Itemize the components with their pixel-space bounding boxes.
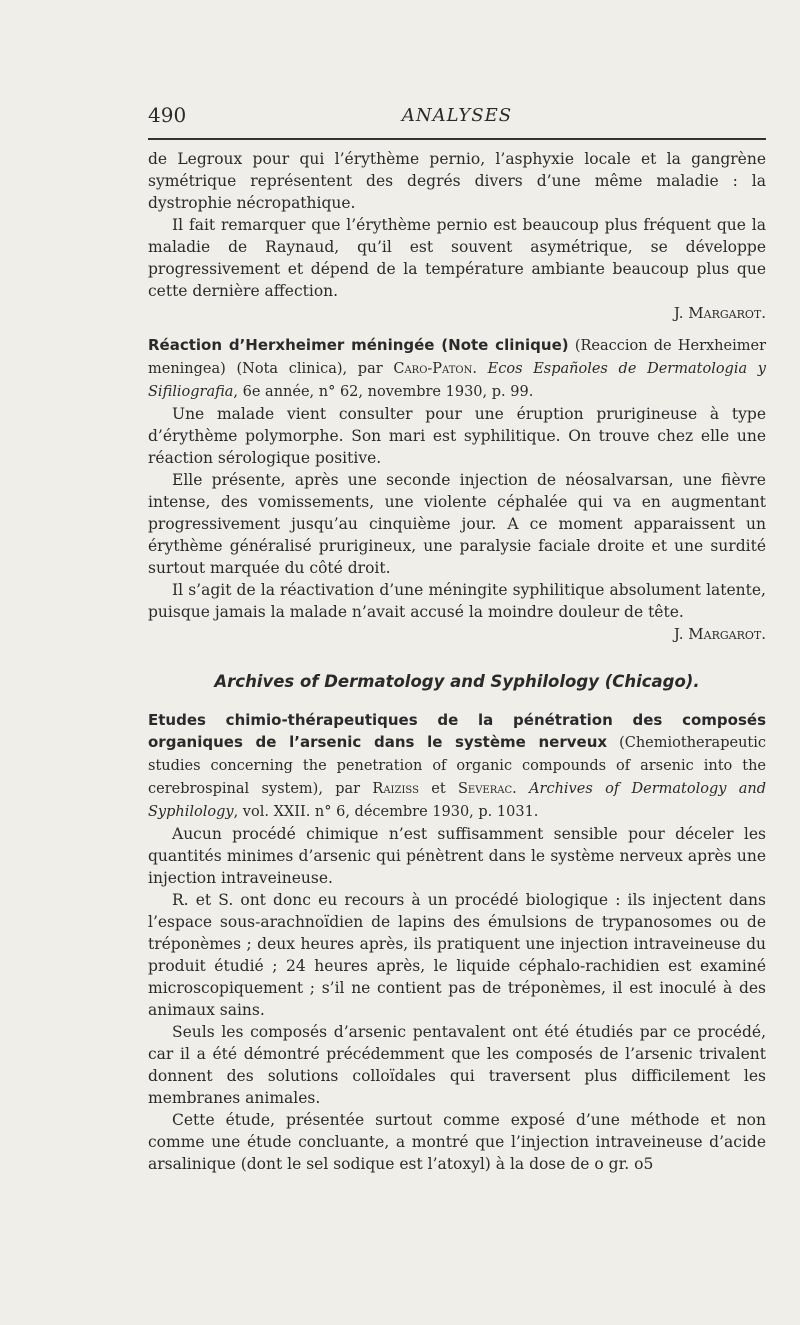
entry-meta: .	[472, 361, 488, 377]
entry-heading-herxheimer	[148, 334, 766, 403]
entry-meta: , vol. XXII. n° 6, décembre 1930, p. 1031.	[233, 804, 539, 820]
page-body	[148, 148, 766, 1175]
author-name: Severac	[457, 781, 513, 797]
author-name: Caro-Paton	[393, 361, 473, 377]
header-rule	[148, 138, 766, 140]
journal-name: Archives of Dermatology and Syphilology	[148, 781, 766, 820]
entry-meta: (Chemiotherapeutic studies concerning the penetration of organic compounds of arsenic into the cerebrospinal system), par	[148, 735, 766, 797]
paragraph: Cette étude, présentée surtout comme exposé d’une méthode et non comme une étude concluante, a montré que l’injection intraveineuse d’acide arsalinique (dont le sel sodique est l’atoxyl) à la dose de o gr. o5	[148, 1111, 766, 1173]
entry-meta: et	[418, 781, 458, 797]
page-number: 490	[148, 103, 187, 127]
entry-meta: , 6e année, n° 62, novembre 1930, p. 99.	[233, 384, 534, 400]
entry-title: Etudes chimio-thérapeutiques de la pénétration des composés organiques de l’arsenic dans le système nerveux	[148, 711, 766, 751]
running-title: ANALYSES	[401, 105, 513, 126]
paragraph: Il fait remarquer que l’érythème pernio est beaucoup plus fréquent que la maladie de Raynaud, qu’il est souvent asymétrique, se développe progressivement et dépend de la température ambiante beaucoup plus que cette dernière affection.	[148, 216, 766, 300]
journal-section-title: Archives of Dermatology and Syphilology (Chicago).	[214, 672, 700, 691]
paragraph: Il s’agit de la réactivation d’une méningite syphilitique absolument latente, puisque jamais la malade n’avait accusé la moindre douleur de tête.	[148, 581, 766, 621]
paragraph: de Legroux pour qui l’érythème pernio, l’asphyxie locale et la gangrène symétrique représentent des degrés divers d’une même maladie : la dystrophie nécropathique.	[148, 150, 766, 212]
journal-name: Ecos Españoles de Dermatologia y Sifiliografia	[148, 361, 766, 400]
author-name: Raiziss	[372, 781, 419, 797]
reviewer-signature: J. Margarot.	[673, 625, 766, 643]
entry-title: Réaction d’Herxheimer méningée (Note clinique)	[148, 336, 569, 354]
paragraph: Aucun procédé chimique n’est suffisamment sensible pour déceler les quantités minimes d’arsenic qui pénètrent dans le système nerveux après une injection intraveineuse.	[148, 825, 766, 887]
paragraph: Elle présente, après une seconde injection de néosalvarsan, une fièvre intense, des vomissements, une violente céphalée qui va en augmentant progressivement jusqu’au cinquième jour. A ce moment apparaissent un érythème généralisé prurigineux, une paralysie faciale droite et une surdité surtout marquée du côté droit.	[148, 471, 766, 577]
paragraph: Seuls les composés d’arsenic pentavalent ont été étudiés par ce procédé, car il a été démontré précédemment que les composés de l’arsenic trivalent donnent des solutions colloïdales qui traversent plus difficilement les membranes animales.	[148, 1023, 766, 1107]
entry-meta: .	[512, 781, 530, 797]
running-head	[148, 103, 766, 133]
entry-heading-arsenic	[148, 709, 766, 823]
reviewer-signature: J. Margarot.	[673, 304, 766, 322]
paragraph: Une malade vient consulter pour une éruption prurigineuse à type d’érythème polymorphe. Son mari est syphilitique. On trouve chez elle une réaction sérologique positive.	[148, 405, 766, 467]
paragraph: R. et S. ont donc eu recours à un procédé biologique : ils injectent dans l’espace sous-arachnoïdien de lapins des émulsions de trypanosomes ou de tréponèmes ; deux heures après, ils pratiquent une injection intraveineuse du produit étudié ; 24 heures après, le liquide céphalo-rachidien est examiné microscopiquement ; s’il ne contient pas de tréponèmes, il est inoculé à des animaux sains.	[148, 891, 766, 1019]
entry-meta: (Reaccion de Herxheimer meningea) (Nota clinica), par	[148, 338, 766, 377]
